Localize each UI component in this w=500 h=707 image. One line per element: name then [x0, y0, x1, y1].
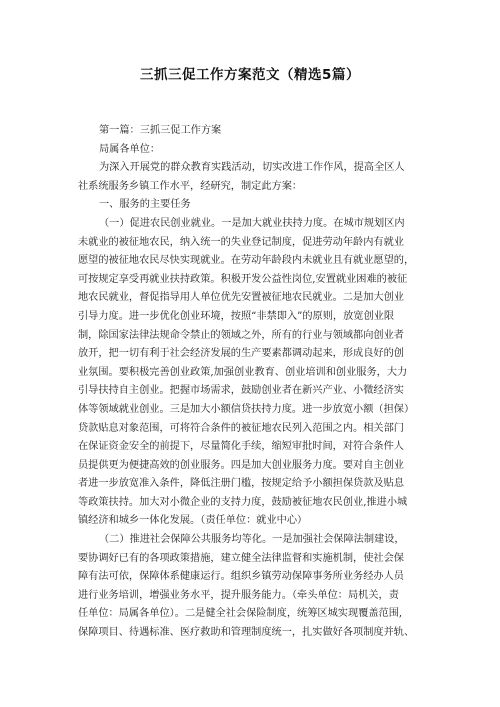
- para-line: 员提供更为便捷高效的创业服务。四是加大创业服务力度。要对自主创业: [78, 459, 404, 471]
- para-line: 业氛围。要积极完善创业政策,加强创业教育、创业培训和创业服务，大力: [78, 366, 408, 378]
- para-line: 进行业务培训，增强业务水平，提升服务能力。（牵头单位：局机关，责: [78, 589, 399, 601]
- salutation: 局属各单位：: [99, 143, 161, 155]
- para-line: 愿望的被征地农民尽快实现就业。在劳动年龄段内未就业且有就业愿望的，: [78, 255, 415, 267]
- paragraph-social-security: [78, 531, 430, 643]
- para-line: 引导力度。进一步优化创业环境，按照“非禁即入”的原则，放宽创业限: [78, 310, 395, 322]
- para-line: 要协调好已有的各项政策措施，建立健全法律监督和实施机制，使社会保: [78, 552, 404, 564]
- para-line: 引导扶持自主创业。把握市场需求，鼓励创业者在新兴产业、小微经济实: [78, 385, 404, 397]
- para-line: 体等领域就业创业。三是加大小额信贷扶持力度。进一步放宽小额（担保）: [78, 403, 415, 415]
- para-line: 任单位：局属各单位）。二是健全社会保险制度，统筹区城实现覆盖范围,: [78, 608, 403, 620]
- para-line: 地农民就业，督促指导用人单位优先安置被征地农民就业。二是加大创业: [78, 292, 404, 304]
- para-line: 镇经济和城乡一体化发展。（责任单位：就业中心）: [78, 515, 308, 527]
- paragraph-employment: [78, 215, 430, 531]
- para-line: 放开，把一切有利于社会经济发展的生产要素都调动起来，形成良好的创: [78, 348, 404, 360]
- document-title: 三抓三促工作方案范文（精选5篇）: [140, 67, 360, 83]
- para-line: 在保证资金安全的前提下，尽量简化手续，缩短审批时间，对符合条件人: [78, 441, 404, 453]
- intro-paragraph: [78, 159, 430, 196]
- para-line: （二）推进社会保障公共服务均等化。一是加强社会保障法制建设，: [99, 534, 405, 546]
- para-line: 未就业的被征地农民，纳入统一的失业登记制度，促进劳动年龄内有就业: [78, 236, 404, 248]
- intro-line: 社系统服务乡镇工作水平，经研究，制定此方案：: [78, 180, 303, 192]
- para-line: 者进一步放宽准入条件，降低注册门槛，按规定给予小额担保贷款及贴息: [78, 478, 404, 490]
- para-line: 障有法可依，保障体系健康运行。组织乡镇劳动保障事务所业务经办人员: [78, 571, 404, 583]
- heading-first-article: 第一篇：三抓三促工作方案: [99, 125, 222, 136]
- intro-line: 为深入开展党的群众教育实践活动，切实改进工作作风，提高全区人: [99, 162, 405, 174]
- para-line: 等政策扶持。加大对小微企业的支持力度，鼓励被征地农民创业,推进小城: [78, 496, 408, 508]
- para-line: 保障项目、待遇标准、医疗救助和管理制度统一，扎实做好各项制度并轨、: [78, 627, 415, 639]
- para-line: 制，除国家法律法规命令禁止的领域之外，所有的行业与领域都向创业者: [78, 329, 404, 341]
- section-heading: 一、服务的主要任务: [99, 199, 191, 211]
- document-body: [78, 122, 430, 643]
- para-line: （一）促进农民创业就业。一是加大就业扶持力度。在城市规划区内: [99, 217, 405, 229]
- para-line: 贷款贴息对象范围，可将符合条件的被征地农民列入范围之内。相关部门: [78, 422, 404, 434]
- para-line: 可按规定享受再就业扶持政策。积极开发公益性岗位,安置就业困难的被征: [78, 273, 408, 285]
